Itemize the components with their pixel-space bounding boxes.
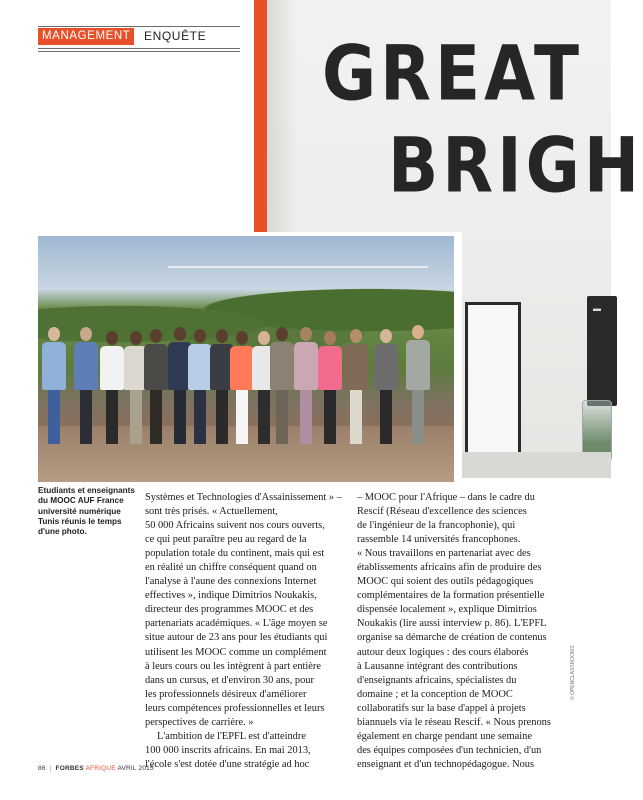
text-line: utilisent les MOOC comme un complément	[145, 646, 327, 658]
person	[188, 329, 212, 444]
text-line: également en charge pendant une semaine	[357, 730, 532, 742]
text-line: à leurs cours ou les intègrent à part entière	[145, 660, 321, 672]
page-number: 86	[38, 765, 46, 772]
text-line: organise sa démarche de création de contenus	[357, 632, 547, 644]
text-line: population totale du continent, mais qui est	[145, 548, 325, 560]
wall-shadow	[267, 0, 297, 232]
text-line: L'ambition de l'EPFL est d'atteindre	[157, 730, 306, 742]
text-line: rassemble 14 universités francophones.	[357, 534, 521, 546]
person	[74, 327, 98, 444]
text-line: collaboratifs sur la base d'appel à projets	[357, 702, 526, 714]
text-line: dispensée localement », explique Dimitrios	[357, 604, 537, 616]
text-line: complémentaires de la formation présentielle	[357, 590, 545, 602]
text-line: l'analyse à l'aune des connexions Internet	[145, 576, 317, 588]
text-line: de l'ingénieur de la francophonie), qui	[357, 520, 516, 532]
header-top-rule	[38, 26, 240, 27]
magazine-brand: FORBES	[55, 765, 84, 772]
article-column-2	[357, 491, 567, 772]
text-line: enseignant et d'un technopédagogue. Nous	[357, 758, 535, 770]
photo-credit: © OPENCLASSROOMS	[570, 645, 576, 700]
text-line: sont très prisés. « Actuellement,	[145, 506, 278, 518]
orange-panel	[254, 0, 267, 232]
header-rule	[38, 48, 240, 49]
text-line: des équipes composées d'un technicien, d'un	[357, 744, 542, 756]
person	[318, 331, 342, 444]
page-footer	[38, 765, 154, 772]
header-rule-double	[38, 51, 240, 52]
article-column-1	[145, 491, 345, 772]
person	[406, 325, 430, 444]
text-line: dans un cursus, et d'environ 30 ans, pour	[145, 674, 314, 686]
text-line: les professionnels désireux d'améliorer	[145, 688, 307, 700]
issue-date: AVRIL 2015	[117, 765, 154, 772]
text-line: 50 000 Africains suivent nos cours ouverts,	[145, 520, 325, 532]
text-line: 100 000 inscrits africains. En mai 2013,	[145, 744, 311, 756]
text-line: perspectives de carrière. »	[145, 716, 254, 728]
person	[270, 327, 294, 444]
group-photo	[38, 232, 462, 478]
text-line: « Nous travaillons en partenariat avec des	[357, 548, 531, 560]
text-line: MOOC qui soient des outils pédagogiques	[357, 576, 534, 588]
text-line: partenariats académiques. « L'âge moyen se	[145, 618, 328, 630]
text-line: l'école s'est dotée d'une stratégie ad hoc	[145, 758, 310, 770]
text-line: d'enseignants africains, spécialistes du	[357, 674, 517, 686]
person	[294, 327, 318, 444]
pergola	[168, 266, 428, 276]
text-line: en réalité un chiffre conséquent quand on	[145, 562, 317, 574]
wall-sign-line1: GREAT	[322, 29, 584, 118]
wall-frame	[465, 302, 521, 472]
person	[42, 327, 66, 444]
section-subtitle: ENQUÊTE	[144, 29, 207, 43]
person	[374, 329, 398, 444]
text-line: biannuels via le réseau Rescif. « Nous prenons	[357, 716, 551, 728]
chalk-marks: ▬	[593, 304, 601, 313]
footer-separator: |	[49, 765, 52, 772]
text-line: établissements africains afin de produire des	[357, 562, 542, 574]
photo-caption	[38, 486, 138, 537]
chalkboard	[587, 296, 617, 406]
caption-line: d'une photo.	[38, 527, 87, 537]
section-header	[38, 26, 240, 52]
person	[230, 331, 254, 444]
text-line: situe autour de 23 ans pour les étudiants qui	[145, 632, 328, 644]
caption-line: Tunis réunis le temps	[38, 516, 122, 526]
person	[144, 329, 168, 444]
text-line: – MOOC pour l'Afrique – dans le cadre du	[357, 492, 535, 503]
magazine-edition: AFRIQUE	[85, 765, 116, 772]
text-line: directeur des programmes MOOC et des	[145, 604, 314, 616]
text-line: leurs compétences professionnelles et leurs	[145, 702, 325, 714]
text-line: à Lausanne intégrant des contributions	[357, 660, 518, 672]
text-line: Rescif (Réseau d'excellence des sciences	[357, 506, 527, 518]
text-line: ce qui peut paraître peu au regard de la	[145, 534, 307, 546]
person	[344, 329, 368, 444]
caption-line: du MOOC AUF France	[38, 496, 124, 506]
text-line: Noukakis (lire aussi interview p. 86). L'EPFL	[357, 618, 547, 630]
caption-line: Etudiants et enseignants	[38, 486, 135, 495]
caption-line: université numérique	[38, 506, 121, 516]
section-badge: MANAGEMENT	[38, 28, 134, 45]
text-line: Systèmes et Technologies d'Assainissement » –	[145, 492, 342, 503]
wall-sign-line2: BRIGH	[388, 121, 643, 210]
text-line: domaine ; et la conception de MOOC	[357, 688, 513, 700]
text-line: effectives », indique Dimitrios Noukakis,	[145, 590, 317, 602]
text-line: autour deux logiques : des cours élaborés	[357, 646, 529, 658]
person	[100, 331, 124, 444]
